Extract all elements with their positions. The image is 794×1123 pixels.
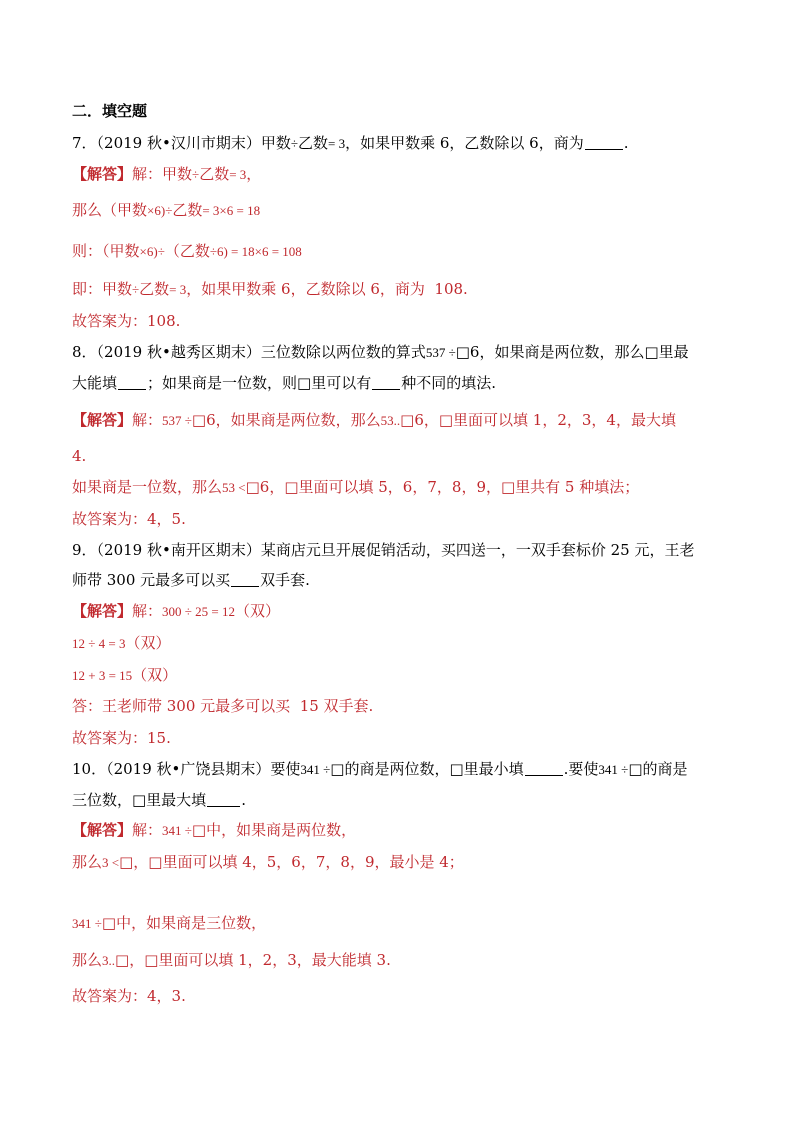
answer-head: 解： xyxy=(132,411,163,429)
q8-s1-text: 8．（2019 秋•越秀区期末）三位数除以两位数的算式 xyxy=(72,343,426,361)
q7-l2-div: ÷ xyxy=(165,203,173,218)
q8-s2-text: 大能填 xyxy=(72,374,118,392)
q8-final-answer: 故答案为：4，5. xyxy=(72,510,186,528)
q8-a3-text-2: □6，□里面可以填 5，6，7，8，9，□里共有 5 种填法； xyxy=(245,478,640,496)
answer-head: 解： xyxy=(132,165,163,183)
q7-stem-math-2: = 3 xyxy=(328,136,346,151)
q7-l4-text-3: ，如果甲数乘 6，乙数除以 6，商为 108. xyxy=(186,280,468,298)
question-9-stem-line-1: 9．（2019 秋•南开区期末）某商店元旦开展促销活动，买四送一，一双手套标价 25 元，王老 xyxy=(72,541,695,559)
question-8-stem-line-2 xyxy=(72,373,496,393)
q7-l4-math-2: = 3 xyxy=(169,282,187,297)
q9-final-answer: 故答案为：15. xyxy=(72,729,171,747)
q7-a1-text-2: 乙数 xyxy=(199,165,230,183)
q7-l2-text: 那么（甲数 xyxy=(72,201,148,219)
q7-stem-math: ÷ xyxy=(290,136,298,151)
q7-a1-math: ÷ xyxy=(192,167,200,182)
answer-head: 解： xyxy=(132,602,163,620)
question-10-stem-line-2 xyxy=(72,790,246,810)
q7-stem-text-2: 乙数 xyxy=(297,134,328,152)
answer-blank xyxy=(585,135,623,150)
q10-a2-text: 那么 xyxy=(72,853,103,871)
q9-s2-text: 师带 300 元最多可以买 xyxy=(72,571,231,589)
question-7-stem xyxy=(72,133,629,154)
q8-s1-math: 537 ÷ xyxy=(425,345,456,360)
question-9-stem-line-2 xyxy=(72,570,310,590)
q7-answer-line-1 xyxy=(72,164,261,185)
q7-a1-text-3: ， xyxy=(246,165,262,183)
answer-head: 解： xyxy=(132,821,163,839)
q9-answer-line-2 xyxy=(72,633,170,654)
q10-final-answer: 故答案为：4，3. xyxy=(72,987,186,1005)
q8-s2-text-2: ；如果商是一位数，则□里可以有 xyxy=(147,374,372,392)
q10-a2-text-2: □，□里面可以填 4，5，6，7，8，9，最小是 4； xyxy=(119,853,464,871)
q10-a3-text: □中，如果商是三位数， xyxy=(101,914,267,932)
q9-a1-unit: （双） xyxy=(235,602,281,620)
question-8-stem-line-1 xyxy=(72,342,689,363)
q10-a4-text: 那么 xyxy=(72,951,103,969)
q7-stem-text: 7．（2019 秋•汉川市期末）甲数 xyxy=(72,134,291,152)
answer-blank xyxy=(525,761,563,776)
q9-answer-line-4: 答：王老师带 300 元最多可以买 15 双手套. xyxy=(72,697,374,715)
q7-l2-text-2: 乙数 xyxy=(172,201,203,219)
answer-blank xyxy=(372,375,400,390)
q7-answer-line-3 xyxy=(72,241,302,262)
q10-s1-math-2: 341 ÷ xyxy=(598,762,629,777)
q7-l3-math-2: ÷6) = 18×6 = 108 xyxy=(209,244,302,259)
answer-blank xyxy=(207,792,240,807)
q8-answer-line-1 xyxy=(72,410,676,431)
q9-answer-line-1 xyxy=(72,601,280,622)
q9-a2-unit: （双） xyxy=(125,634,171,652)
q8-a1-text: □6，如果商是两位数，那么 xyxy=(191,411,381,429)
q7-a1-text: 甲数 xyxy=(162,165,193,183)
q8-answer-line-2: 4. xyxy=(72,447,87,465)
q10-s2-text-2: . xyxy=(241,791,246,809)
q10-answer-line-3 xyxy=(72,913,266,934)
answer-tag: 【解答】 xyxy=(72,821,133,839)
q8-a1-math-2: 53.. xyxy=(380,413,401,428)
section-title: 二．填空题 xyxy=(72,102,148,120)
answer-blank xyxy=(231,572,259,587)
answer-blank xyxy=(118,375,146,390)
q10-s1-math: 341 ÷ xyxy=(300,762,331,777)
q10-s1-text: 10．（2019 秋•广饶县期末）要使 xyxy=(72,760,301,778)
q8-a3-math: 53 < xyxy=(222,480,246,495)
q10-answer-line-4 xyxy=(72,950,391,971)
q7-stem-text-3: ，如果甲数乘 6，乙数除以 6，商为 xyxy=(345,134,584,152)
answer-tag: 【解答】 xyxy=(72,411,133,429)
q9-a3-math: 12 + 3 = 15 xyxy=(72,668,133,683)
q9-s2-text-2: 双手套. xyxy=(260,571,310,589)
q7-a1-math-2: = 3 xyxy=(229,167,247,182)
q7-l3-text: 则：（甲数 xyxy=(72,242,140,260)
answer-tag: 【解答】 xyxy=(72,165,133,183)
q7-l3-text-2: （乙数 xyxy=(164,242,210,260)
q9-a3-unit: （双） xyxy=(132,666,178,684)
q8-a3-text: 如果商是一位数，那么 xyxy=(72,478,223,496)
q8-a1-text-2: □6，□里面可以填 1，2，3，4，最大填 xyxy=(400,411,676,429)
q9-a2-math: 12 ÷ 4 = 3 xyxy=(72,636,126,651)
q8-answer-line-3 xyxy=(72,477,639,498)
q10-a4-text-2: □，□里面可以填 1，2，3，最大能填 3. xyxy=(115,951,391,969)
q7-l3-math: ×6) xyxy=(139,244,158,259)
q9-answer-line-3 xyxy=(72,665,177,686)
q7-stem-end: . xyxy=(623,134,629,152)
q10-a3-math: 341 ÷ xyxy=(72,916,102,931)
q8-s2-text-3: 种不同的填法. xyxy=(401,374,496,392)
q7-l4-text-2: 乙数 xyxy=(139,280,170,298)
q10-s1-text-4: □的商是 xyxy=(628,760,688,778)
q10-a1-text: □中，如果商是两位数， xyxy=(191,821,357,839)
q7-l4-text: 即：甲数 xyxy=(72,280,133,298)
q10-a2-math: 3 < xyxy=(102,855,120,870)
q10-answer-line-1 xyxy=(72,820,356,841)
q7-final-answer: 故答案为：108. xyxy=(72,312,181,330)
question-10-stem-line-1 xyxy=(72,759,688,780)
q10-s1-text-2: □的商是两位数，□里最小填 xyxy=(330,760,524,778)
q8-s1-text-2: □6，如果商是两位数，那么□里最 xyxy=(455,343,689,361)
answer-tag: 【解答】 xyxy=(72,602,133,620)
q10-answer-line-2 xyxy=(72,852,464,873)
q8-a1-math: 537 ÷ xyxy=(162,413,192,428)
q7-l2-math: ×6) xyxy=(147,203,166,218)
q7-l3-div: ÷ xyxy=(157,244,165,259)
q10-a4-math: 3.. xyxy=(102,953,116,968)
q7-answer-line-4 xyxy=(72,279,468,300)
q7-l4-math: ÷ xyxy=(132,282,140,297)
q7-answer-line-2 xyxy=(72,200,260,221)
q10-a1-math: 341 ÷ xyxy=(162,823,192,838)
q7-l2-math-2: = 3×6 = 18 xyxy=(202,203,261,218)
q10-s1-text-3: .要使 xyxy=(563,760,599,778)
q9-a1-math: 300 ÷ 25 = 12 xyxy=(162,604,235,619)
q10-s2-text: 三位数，□里最大填 xyxy=(72,791,207,809)
